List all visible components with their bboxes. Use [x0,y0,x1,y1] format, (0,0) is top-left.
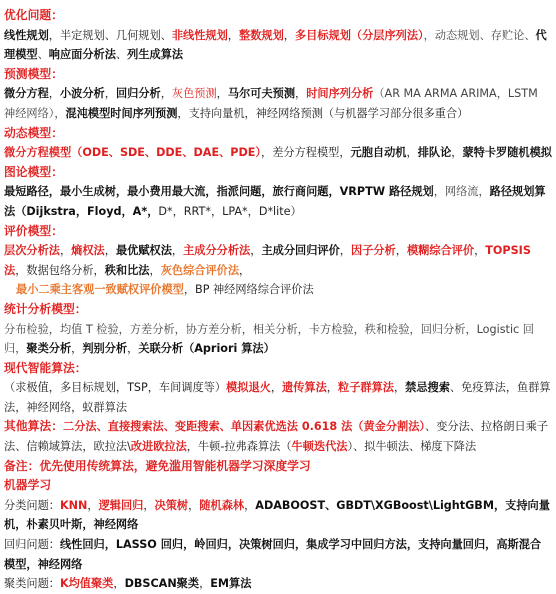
section-paragraph [4,26,552,65]
text-segment: ， [395,244,407,258]
text-segment: ，动态规划、存贮论、 [423,28,536,42]
text-segment: 非线性规划 [171,28,228,42]
text-segment: 分布检验，均值 T 检验，方差分析，协方差分析，相关分析，卡方检验，秩和检验，回归分析，Logistic 回归， [4,322,534,356]
text-segment: 随机森林 [199,498,245,512]
text-segment: ， [451,146,463,160]
text-segment: ， [71,342,83,356]
text-segment: ， [127,342,139,356]
text-segment: 最小二乘主客观一致赋权评价模型 [16,283,184,297]
section-paragraph [4,143,552,163]
text-segment: 排队论 [417,146,452,160]
text-segment: ， [104,244,116,258]
text-segment: 最优赋权法 [115,244,172,258]
text-segment: 因子分析 [350,244,396,258]
section-heading: 机器学习 [4,478,52,493]
text-segment: DBSCAN聚类 [124,577,200,591]
text-segment: D*，RRT*，LPA*，D*lite） [158,204,302,218]
text-segment: （求极值，多目标规划，TSP，车间调度等） [4,381,227,395]
text-segment: ，网络流， [433,185,490,199]
text-segment: 秩和比法 [104,263,150,277]
text-segment: ， [188,498,200,512]
text-segment: 微分方程模型（ODE、SDE、DDE、DAE、PDE） [4,146,262,160]
text-segment: 禁忌搜索 [405,381,450,395]
text-segment: ， [244,498,256,512]
text-segment: ， [143,498,155,512]
text-segment: 粒子群算法 [338,381,394,395]
text-segment: ，牛顿-拉弗森算法（ [186,440,292,454]
section-paragraph [4,457,552,477]
text-segment: ， [227,28,239,42]
section-heading: 优化问题： [4,8,63,22]
text-segment: K均值聚类 [59,577,114,591]
text-segment: ， [239,263,251,277]
text-segment: 改进欧拉法 [130,440,187,454]
section-paragraph [4,496,552,535]
text-segment: 时间序列分析 [306,87,374,101]
section-paragraph [4,280,552,300]
section-heading: 其他算法： [4,419,63,434]
text-segment: ， [87,498,99,512]
text-segment: ， [149,263,161,277]
text-segment: 响应面分析法 [48,48,116,62]
text-segment: ， [199,577,211,591]
text-segment: TOPSIS 法 [4,244,531,277]
text-segment: 聚类分析 [26,342,72,356]
text-segment: ， [474,244,486,258]
text-segment: 模糊综合评价 [406,244,475,258]
text-segment: 最短路径，最小生成树，最小费用最大流，指派问题，旅行商问题，VRPTW 路径规划 [4,185,434,199]
text-segment: ADABOOST、GBDT\XGBoost\LightGBM，支持向量机，朴素贝叶斯，神经网络 [4,498,550,532]
text-segment: 、 [37,48,49,62]
text-segment: ， [160,87,172,101]
section-paragraph [4,84,552,123]
section-paragraph [4,535,552,574]
text-segment: ，差分方程模型， [261,146,351,160]
section-heading: 图论模型： [4,164,63,179]
text-segment: ， [326,381,338,395]
section-paragraph [4,320,552,359]
text-segment: 模拟退火 [226,381,271,395]
section-paragraph [4,378,552,417]
text-segment: 判别分析 [82,342,128,356]
text-segment: 代理模型 [4,28,547,62]
text-segment: 路径规划算法（Dijkstra，Floyd，A*， [4,185,546,218]
text-segment: 回归分析 [115,87,161,101]
section-paragraph [4,182,552,221]
text-segment: EM算法 [210,577,252,591]
text-segment: 牛顿迭代法 [291,440,348,454]
text-segment: 微分方程 [4,87,49,101]
section-heading: 预测模型： [4,66,63,81]
text-segment: 蒙特卡罗随机模拟 [462,146,552,160]
text-segment: ，数据包络分析， [15,263,105,277]
text-segment: 主成分分析法 [183,244,251,258]
text-segment: ， [216,87,228,101]
text-segment: 关联分析（Apriori 算法） [138,342,275,356]
text-segment: KNN [59,498,88,512]
text-segment: ， [270,381,283,395]
text-segment: 多目标规划（分层序列法） [294,28,424,42]
section-paragraph [4,574,552,594]
section-heading: 备注：优先使用传统算法，避免滥用智能机器学习深度学习 [4,458,311,473]
text-segment: 决策树 [154,498,189,512]
text-segment: 灰色预测 [171,87,217,101]
text-segment: 熵权法 [71,244,105,258]
section-paragraph [4,417,552,456]
text-segment: 灰色综合评价法 [160,263,240,277]
text-segment: ，支持向量机，神经网络预测（与机器学习部分很多重合） [177,106,469,120]
text-segment: 遗传算法 [282,381,327,395]
text-segment: 、 [115,48,128,62]
text-segment: ， [339,244,351,258]
text-segment: ， [171,244,184,258]
text-segment: ， [113,577,125,591]
text-segment: 主成分回归评价 [261,244,340,258]
text-segment: 列生成算法 [127,48,184,62]
text-segment: 混沌模型时间序列预测 [65,106,178,120]
text-segment: 分类问题： [4,498,60,512]
text-segment: 、变分法、拉格朗日乘子法、信赖域算法，欧拉法\ [4,420,549,454]
text-segment: 线性规划 [4,28,49,42]
text-segment: 逻辑回归 [98,498,144,512]
text-segment: 二分法、直接搜索法、变距搜索、单因素优选法 0.618 法（黄金分割法） [63,420,426,434]
section-heading: 评价模型： [4,223,63,238]
text-segment: 、免疫算法，鱼群算法，神经网络，蚁群算法 [4,381,551,414]
text-segment: ， [104,87,116,101]
text-segment: ， [48,87,60,101]
text-segment: ， [393,381,406,395]
text-segment: ，BP 神经网络综合评价法 [183,283,314,297]
section-paragraph [4,241,552,280]
text-segment: ， [283,28,295,42]
text-segment: ， [250,244,262,258]
text-segment: 层次分析法 [4,244,60,258]
text-segment: ，半定规划、几何规划、 [48,28,172,42]
text-segment: 元胞自动机 [350,146,407,160]
text-segment: 马尔可夫预测 [227,87,296,101]
text-segment: 小波分析 [59,87,105,101]
text-segment: 线性回归，LASSO 回归，岭回归，决策树回归，集成学习中回归方法，支持向量回归，高斯混合模型，神经网络 [4,538,542,571]
text-segment: 回归问题： [4,538,60,552]
section-heading: 统计分析模型： [4,301,87,316]
text-segment: ）、拟牛顿法、梯度下降法 [347,440,477,454]
text-segment: 整数规划 [239,28,284,42]
section-heading: 现代智能算法： [4,360,87,375]
text-segment: ， [295,87,307,101]
text-segment: （AR MA ARMA ARIMA，LSTM 神经网络）， [4,87,538,120]
text-segment: 聚类问题： [4,577,60,591]
section-heading: 动态模型： [4,125,63,140]
text-segment: ， [59,244,72,258]
text-segment: ， [406,146,418,160]
